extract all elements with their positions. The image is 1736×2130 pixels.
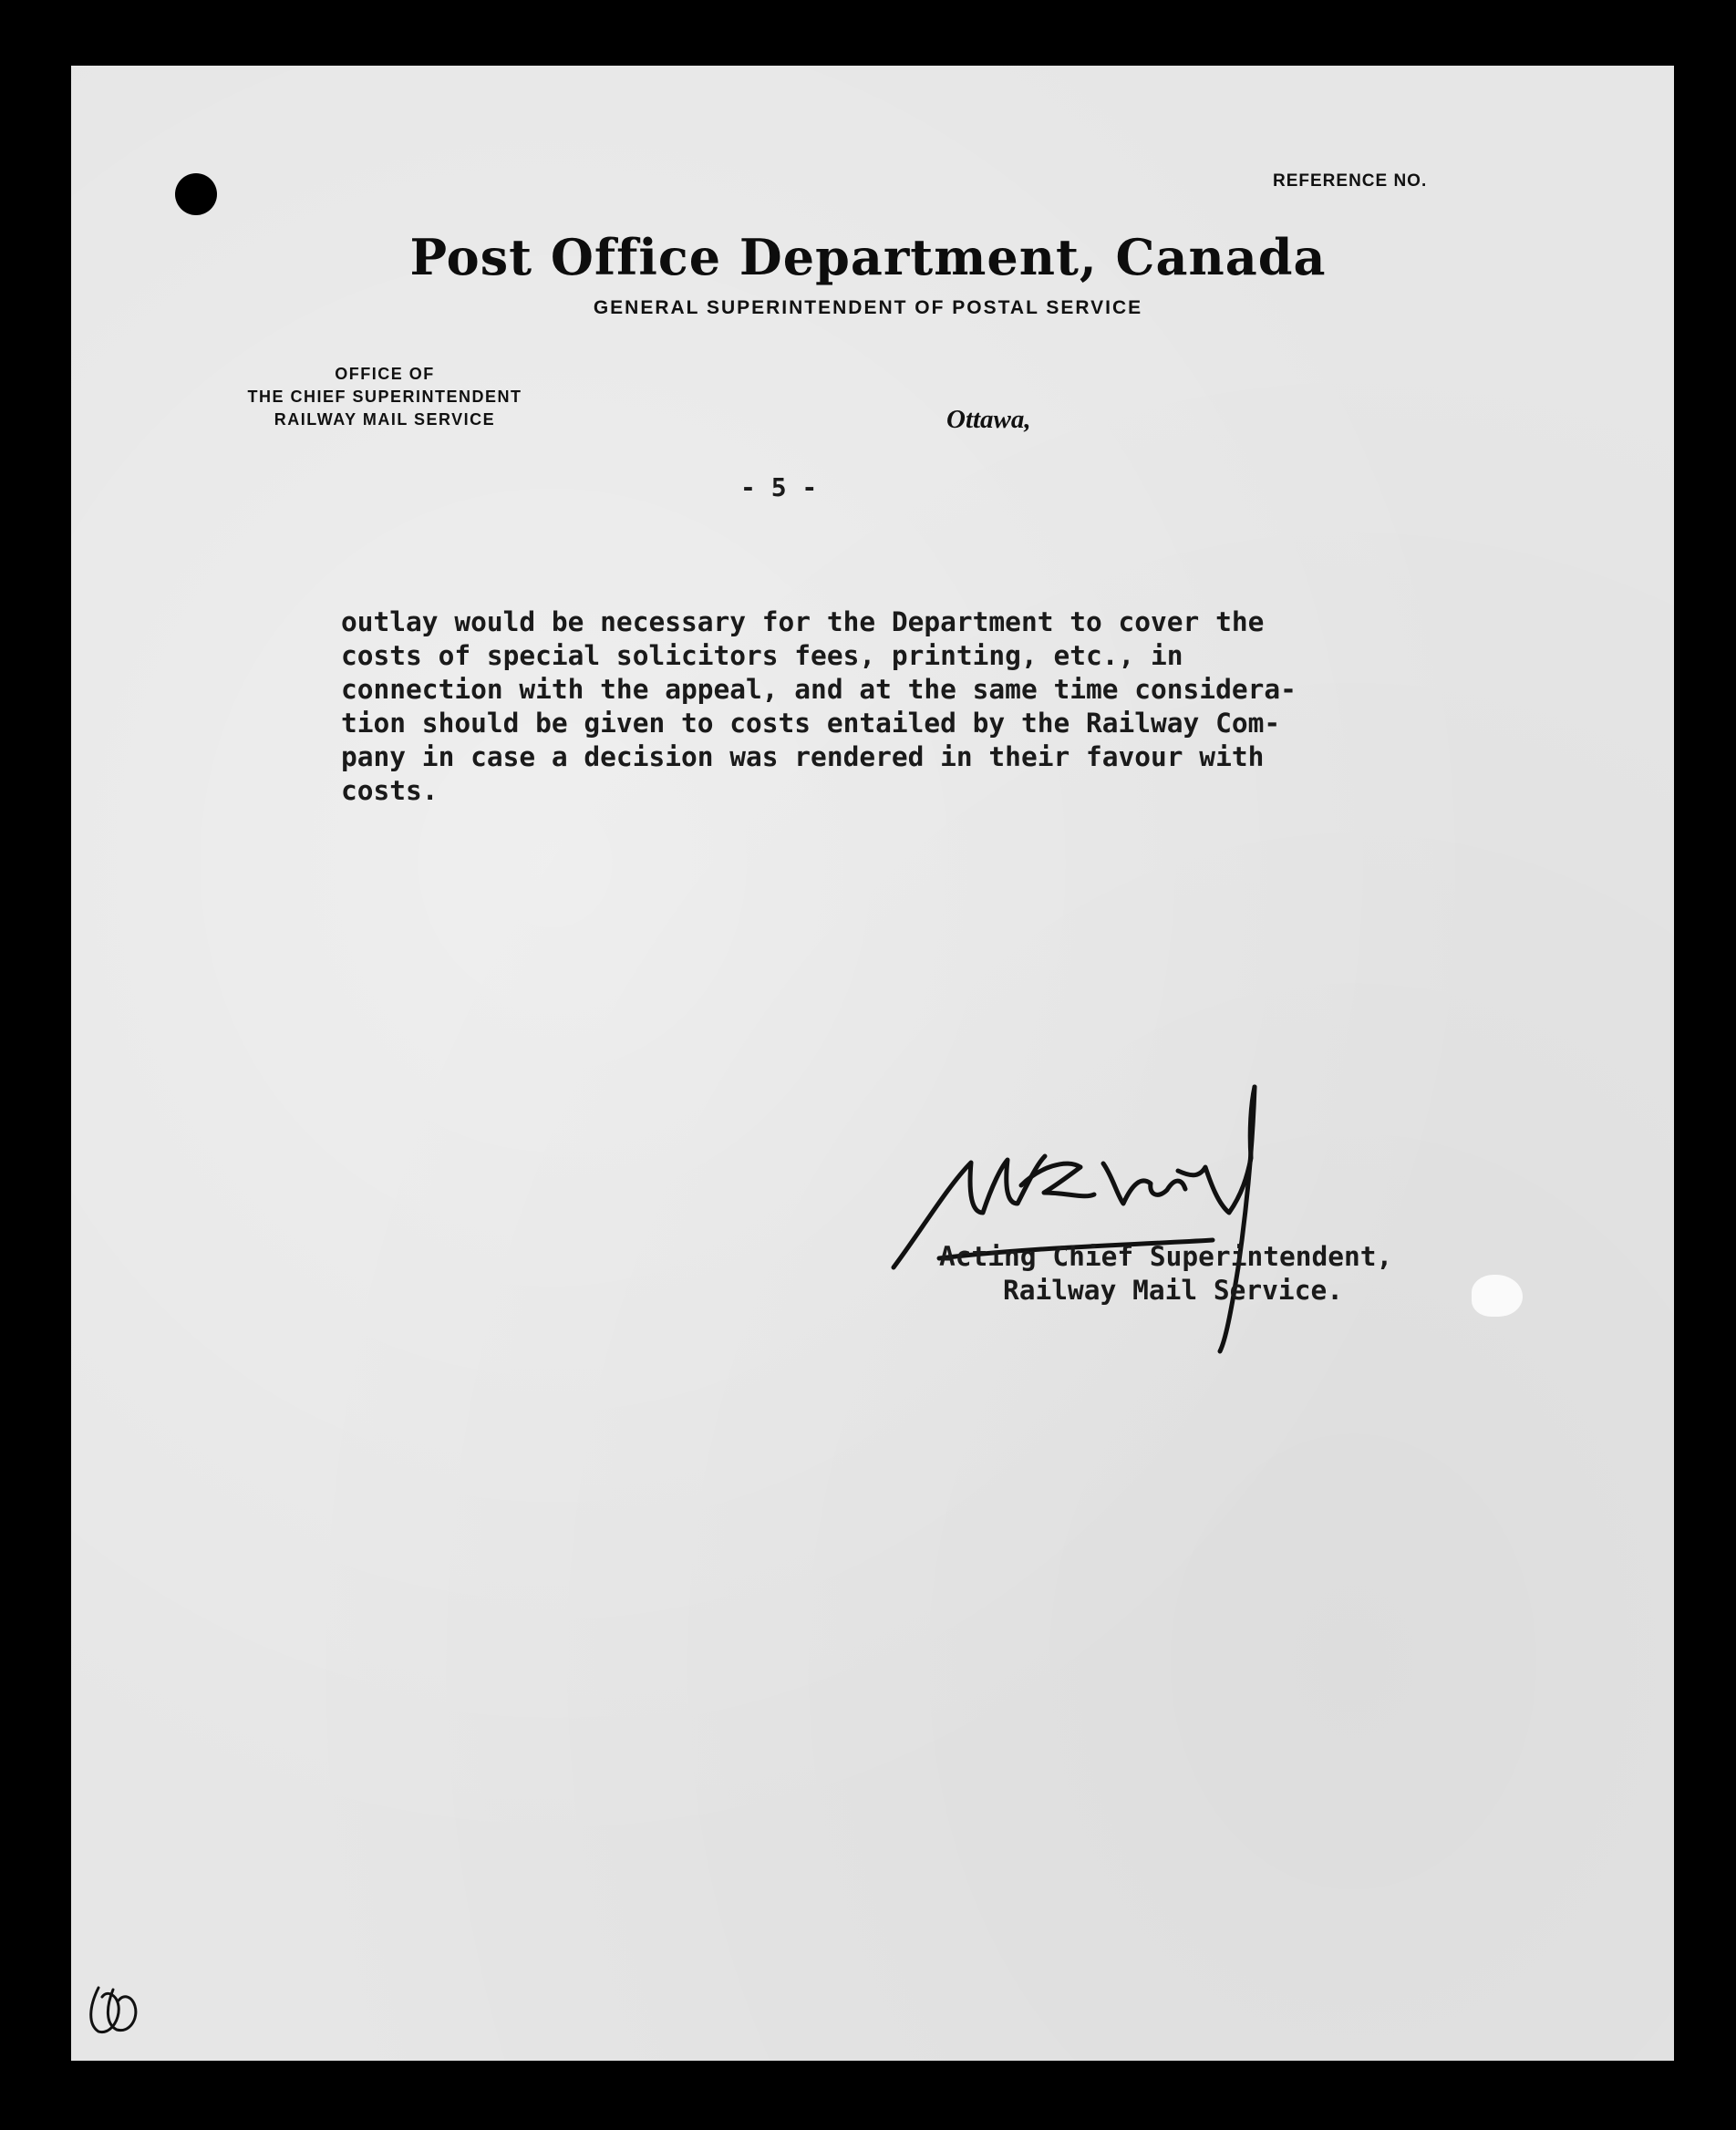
department-subtitle: GENERAL SUPERINTENDENT OF POSTAL SERVICE [593, 297, 1143, 318]
page-number: - 5 - [740, 472, 818, 502]
handwritten-initials-mark [82, 1970, 155, 2042]
body-line: costs of special solicitors fees, printing, etc., in [341, 640, 1183, 671]
signer-title: Acting Chief Superintendent, [939, 1241, 1393, 1272]
reference-number-label: REFERENCE NO. [1273, 171, 1428, 191]
handwritten-signature [884, 1076, 1395, 1368]
body-line: costs. [341, 775, 439, 806]
office-line: RAILWAY MAIL SERVICE [274, 410, 496, 429]
body-line: tion should be given to costs entailed by the Railway Com- [341, 708, 1281, 739]
letter-body [341, 605, 1297, 808]
office-line: THE CHIEF SUPERINTENDENT [247, 388, 522, 406]
body-line: outlay would be necessary for the Department to cover the [341, 606, 1265, 637]
city-line: Ottawa, [946, 405, 1031, 434]
body-line: pany in case a decision was rendered in their favour with [341, 741, 1265, 772]
department-title: Post Office Department, Canada [409, 228, 1327, 286]
body-line: connection with the appeal, and at the same time considera- [341, 674, 1297, 705]
punch-hole [175, 173, 217, 215]
office-line: OFFICE OF [335, 365, 435, 383]
paper-smudge [1472, 1275, 1523, 1317]
signer-service: Railway Mail Service. [1003, 1275, 1343, 1306]
office-block [202, 363, 567, 431]
signature-block [939, 1240, 1392, 1308]
